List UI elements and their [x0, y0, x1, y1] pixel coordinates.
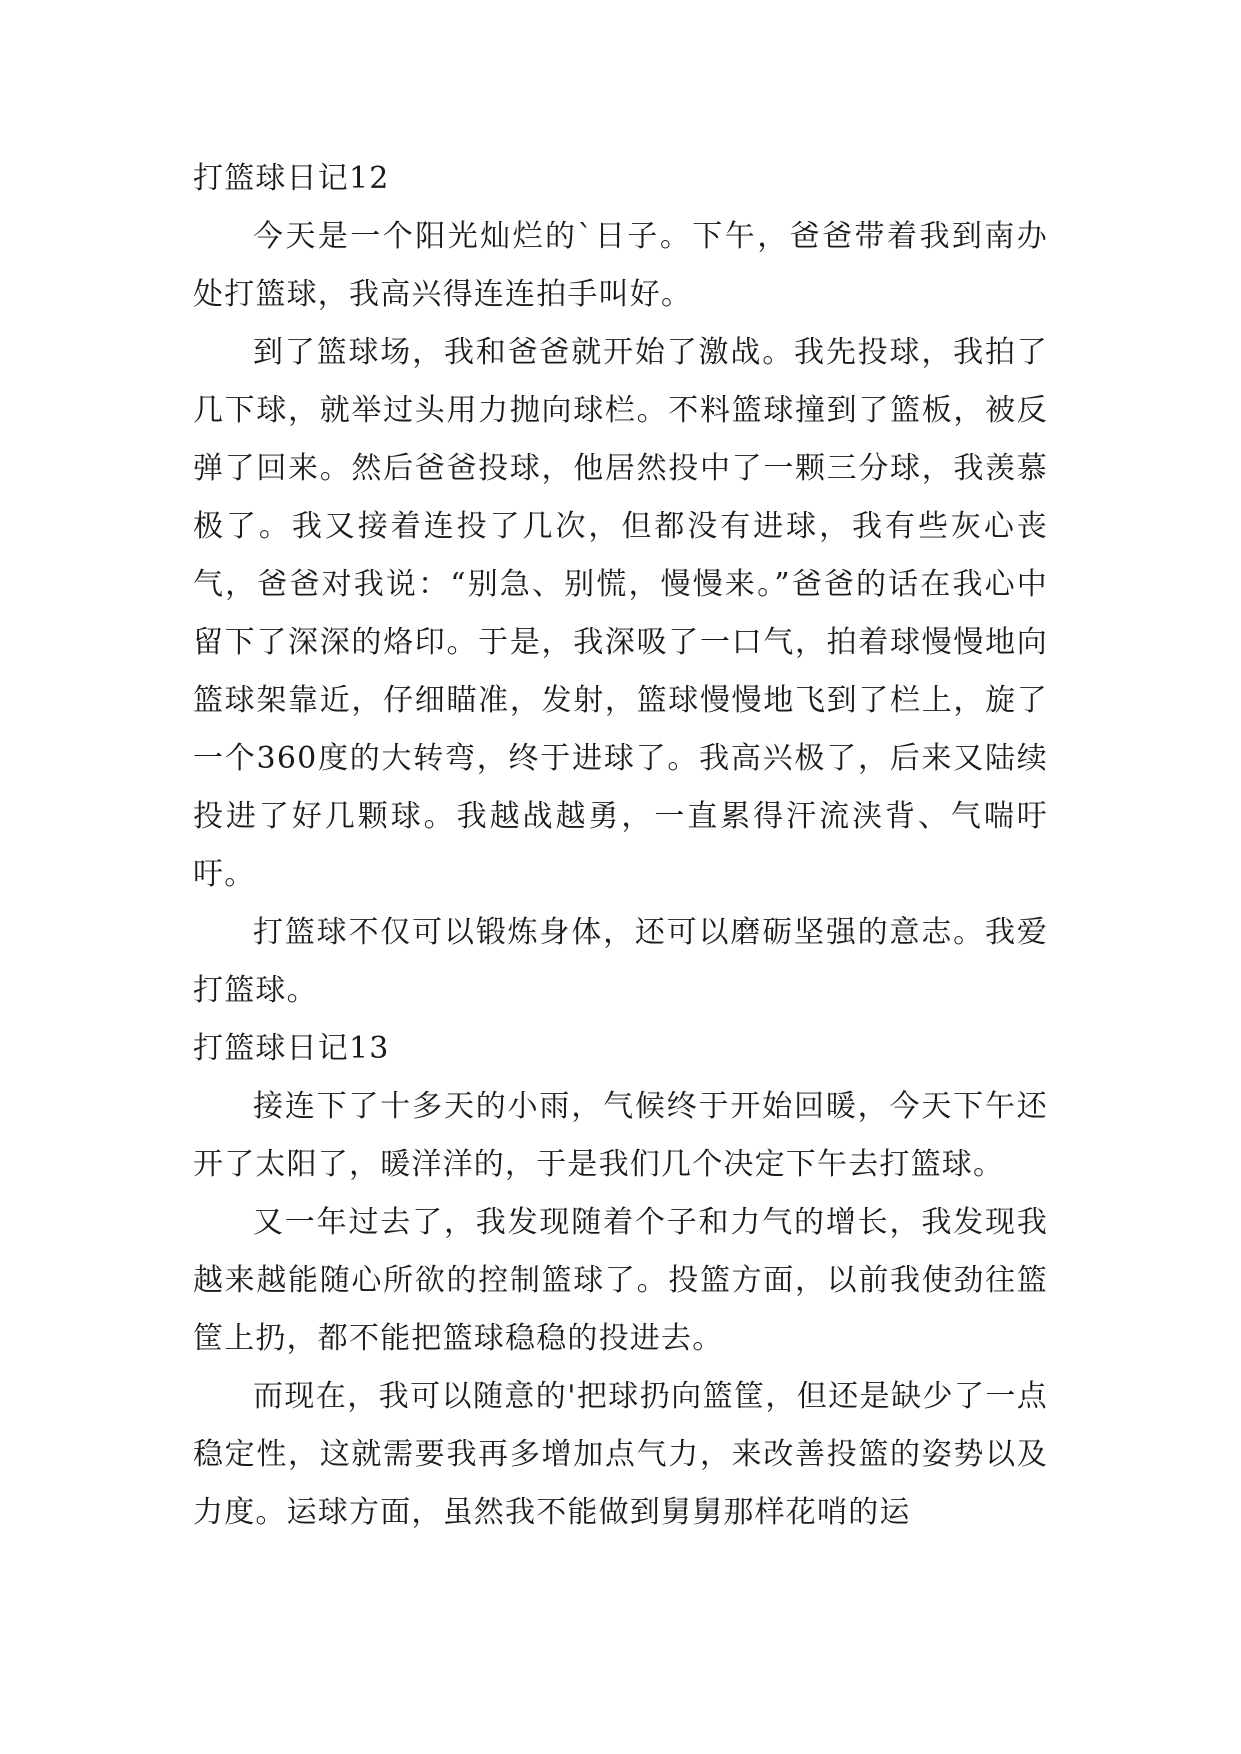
diary-title-13: 打篮球日记13 — [193, 1031, 390, 1066]
paragraph: 而现在，我可以随意的'把球扔向篮筐，但还是缺少了一点稳定性，这就需要我再多增加点气力，来改善投篮的姿势以及力度。运球方面，虽然我不能做到舅舅那样花哨的运 — [193, 1379, 1048, 1530]
paragraph: 今天是一个阳光灿烂的`日子。下午，爸爸带着我到南办处打篮球，我高兴得连连拍手叫好。 — [193, 219, 1048, 312]
paragraph: 到了篮球场，我和爸爸就开始了激战。我先投球，我拍了几下球，就举过头用力抛向球栏。不料篮球撞到了篮板，被反弹了回来。然后爸爸投球，他居然投中了一颗三分球，我羡慕极了。我又接着连投了几次，但都没有进球，我有些灰心丧气，爸爸对我说：“别急、别慌，慢慢来。”爸爸的话在我心中留下了深深的烙印。于是，我深吸了一口气，拍着球慢慢地向篮球架靠近，仔细瞄准，发射，篮球慢慢地飞到了栏上，旋了一个360度的大转弯，终于进球了。我高兴极了，后来又陆续投进了好几颗球。我越战越勇，一直累得汗流浃背、气喘吁吁。 — [193, 335, 1048, 892]
document-body — [193, 150, 1048, 1542]
diary-title-12: 打篮球日记12 — [193, 161, 390, 196]
paragraph: 接连下了十多天的小雨，气候终于开始回暖，今天下午还开了太阳了，暖洋洋的，于是我们几个决定下午去打篮球。 — [193, 1089, 1048, 1182]
paragraph: 又一年过去了，我发现随着个子和力气的增长，我发现我越来越能随心所欲的控制篮球了。投篮方面，以前我使劲往篮筐上扔，都不能把篮球稳稳的投进去。 — [193, 1205, 1048, 1356]
paragraph: 打篮球不仅可以锻炼身体，还可以磨砺坚强的意志。我爱打篮球。 — [193, 915, 1048, 1008]
